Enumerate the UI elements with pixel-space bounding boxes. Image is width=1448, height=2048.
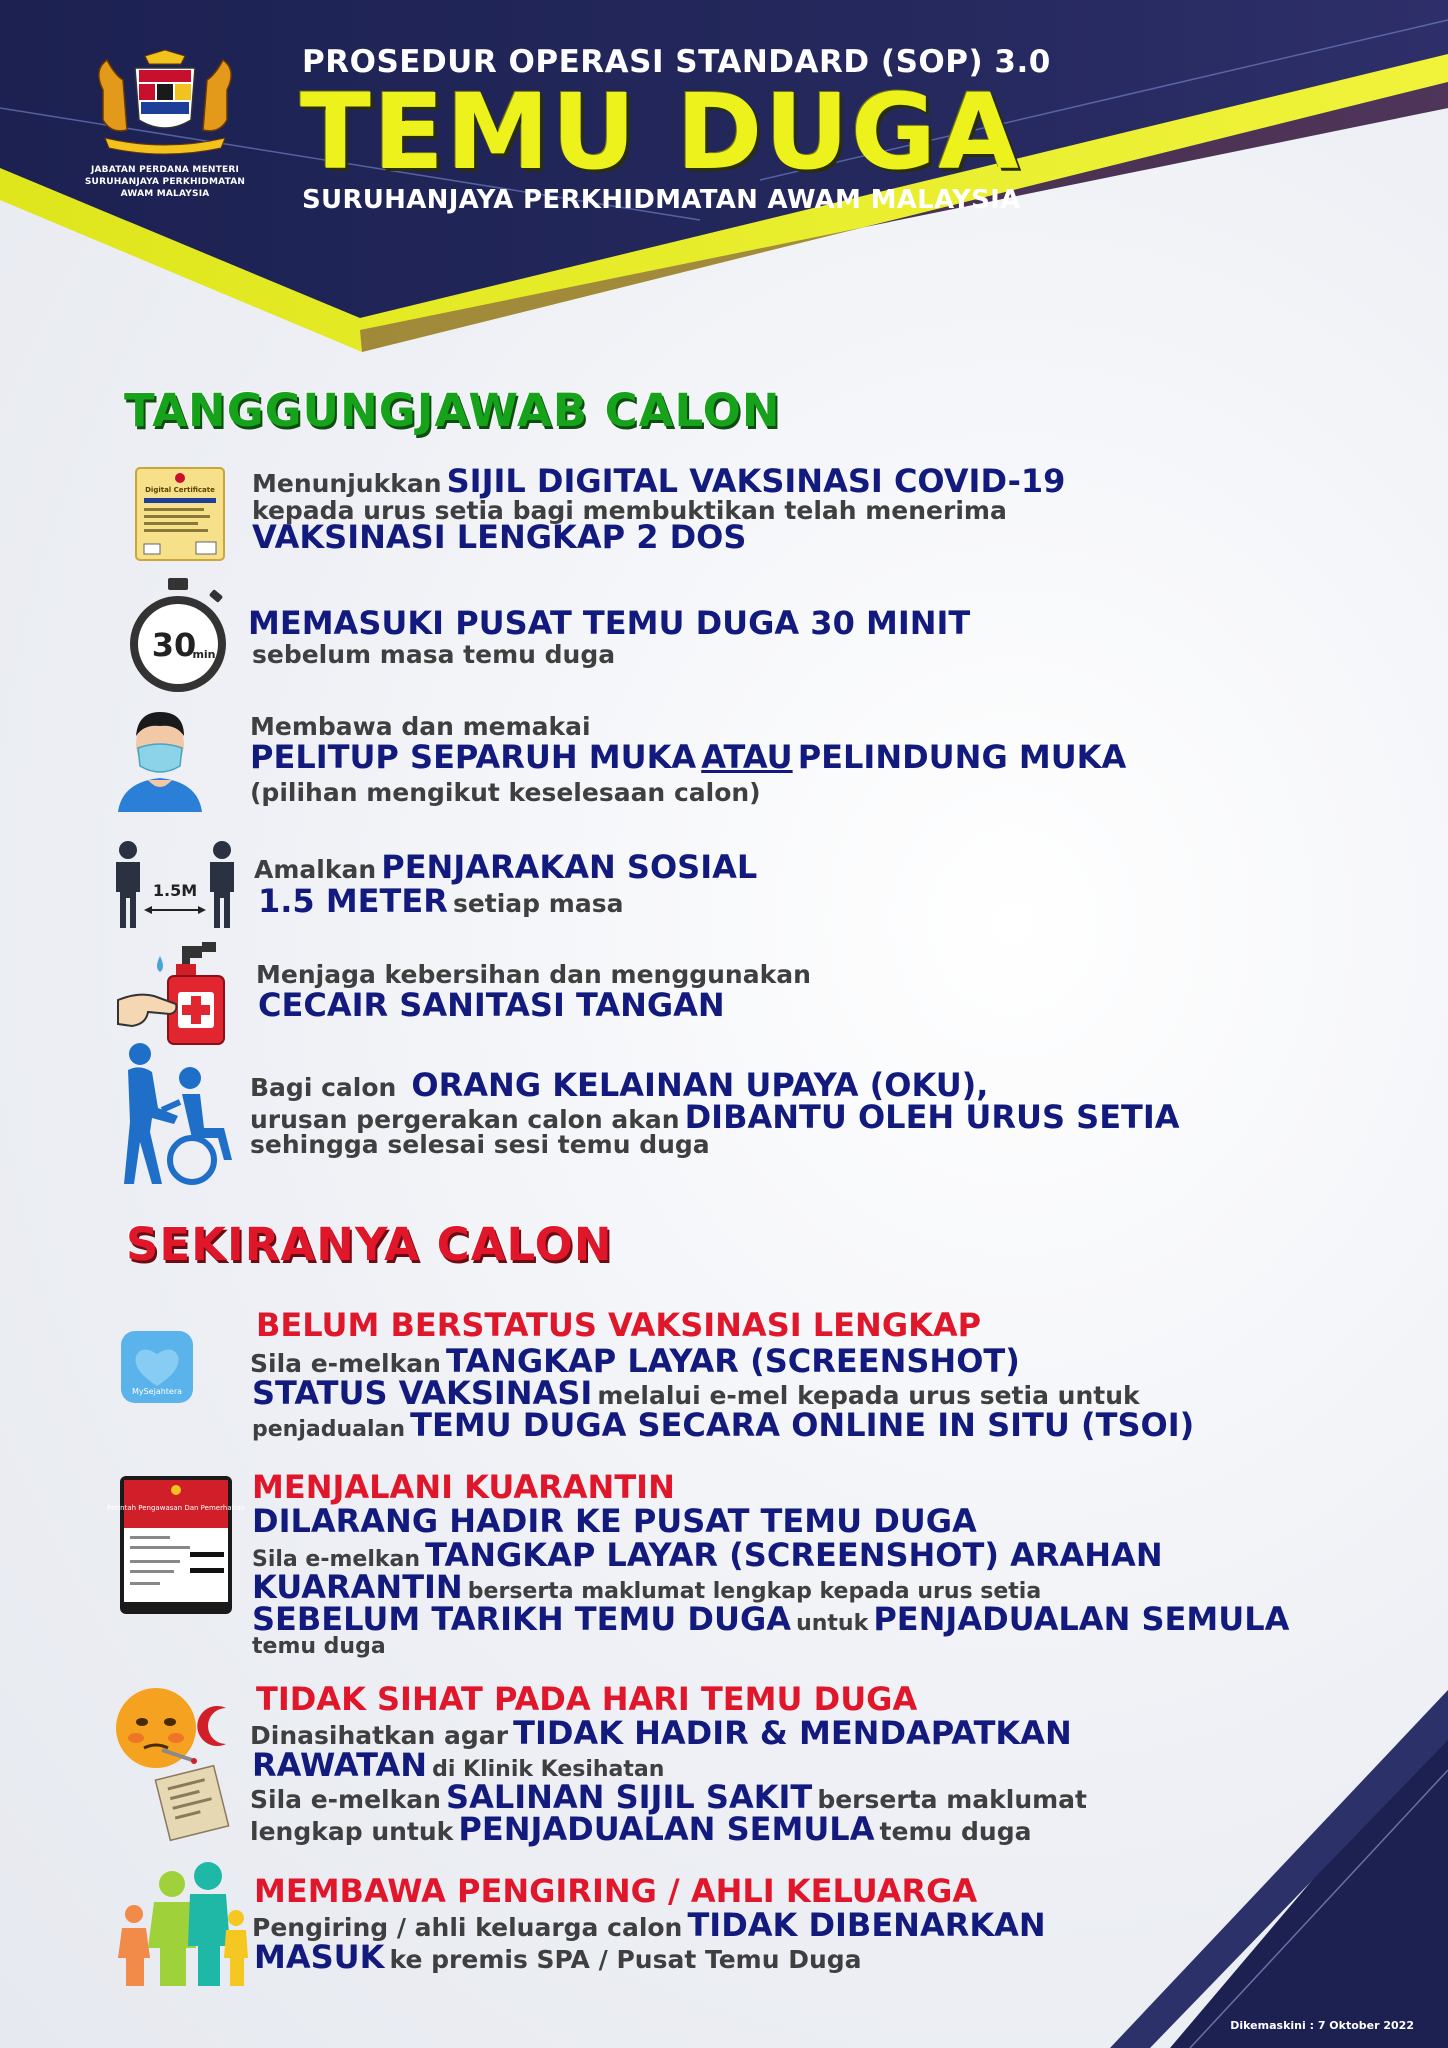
distancing-highlight: PENJARAKAN SOSIAL: [381, 848, 758, 886]
app-label: MySejahtera: [131, 1387, 183, 1396]
unvaccinated-detail: melalui e-mel kepada urus setia untuk: [597, 1381, 1140, 1410]
wheelchair-assist-icon: [122, 1042, 240, 1186]
timer-unit: min: [192, 648, 216, 661]
stopwatch-30-min-icon: [126, 578, 230, 696]
companion-heading: MEMBAWA PENGIRING / AHLI KELUARGA: [254, 1872, 978, 1910]
hygiene-highlight: CECAIR SANITASI TANGAN: [258, 986, 725, 1024]
sop-heading: PROSEDUR OPERASI STANDARD (SOP) 3.0: [302, 44, 1051, 80]
treatment-word: RAWATAN: [252, 1746, 427, 1784]
hygiene-intro: Menjaga kebersihan dan menggunakan: [256, 960, 811, 989]
quarantine-heading: MENJALANI KUARANTIN: [252, 1468, 675, 1506]
hand-sanitizer-icon: [118, 938, 238, 1046]
clinic-detail: di Klinik Kesihatan: [432, 1757, 665, 1782]
arrival-rule: MEMASUKI PUSAT TEMU DUGA 30 MINIT: [248, 604, 971, 642]
companion-detail: Pengiring / ahli keluarga calon: [252, 1913, 683, 1942]
complete-for: lengkap untuk: [250, 1817, 454, 1846]
quarantine-word: KUARANTIN: [252, 1568, 463, 1606]
unwell-advice: Dinasihatkan agar: [250, 1721, 509, 1750]
oku-end: sehingga selesai sesi temu duga: [250, 1130, 710, 1159]
quarantine-doc-title: Perintah Pengawasan Dan Pemerhatian: [107, 1504, 245, 1512]
vaccine-certificate-icon: [134, 466, 226, 562]
agency-name: SURUHANJAYA PERKHIDMATAN AWAM MALAYSIA: [302, 185, 1021, 215]
quarantine-end: temu duga: [252, 1634, 386, 1659]
section-title-responsibilities: TANGGUNGJAWAB CALON: [124, 384, 781, 437]
agency-caption-line-2: SURUHANJAYA PERKHIDMATAN AWAM MALAYSIA: [84, 177, 246, 199]
family-group-icon: [118, 1862, 248, 1986]
distance-label: 1.5M: [152, 881, 198, 900]
premises-detail: ke premis SPA / Pusat Temu Duga: [389, 1945, 862, 1974]
timer-number: 30: [151, 626, 197, 664]
scheduling-word: penjadualan: [252, 1417, 406, 1442]
quarantine-prohibited: DILARANG HADIR KE PUSAT TEMU DUGA: [252, 1502, 977, 1540]
sick-certificate: SALINAN SIJIL SAKIT: [446, 1778, 813, 1816]
last-updated: Dikemaskini : 7 Oktober 2022: [1230, 2019, 1414, 2032]
certificate-detail: kepada urus setia bagi membuktikan telah menerima: [252, 496, 1007, 525]
entry-word: MASUK: [254, 1938, 385, 1976]
unvaccinated-instruction: Sila e-melkan: [250, 1349, 441, 1378]
mysejahtera-app-icon: [120, 1330, 194, 1404]
distance-value: 1.5 METER: [258, 882, 448, 920]
distancing-intro: Amalkan: [254, 855, 377, 884]
sick-face-medical-icon: [114, 1686, 244, 1838]
companion-prohibited: TIDAK DIBENARKAN: [687, 1906, 1046, 1944]
oku-detail: urusan pergerakan calon akan: [250, 1105, 680, 1134]
certificate-title: Digital Certificate: [145, 486, 215, 494]
mask-or: ATAU: [701, 738, 793, 776]
quarantine-order-icon: [107, 1476, 245, 1614]
malaysia-coat-of-arms-icon: [85, 50, 245, 160]
quarantine-instruction: Sila e-melkan: [252, 1547, 421, 1572]
oku-intro: Bagi calon: [250, 1073, 397, 1102]
certificate-highlight: SIJIL DIGITAL VAKSINASI COVID-19: [446, 462, 1066, 500]
mask-option-1: PELITUP SEPARUH MUKA: [250, 738, 697, 776]
agency-crest: [70, 50, 260, 200]
unwell-heading: TIDAK SIHAT PADA HARI TEMU DUGA: [256, 1680, 918, 1718]
quarantine-deadline: SEBELUM TARIKH TEMU DUGA: [252, 1600, 791, 1638]
mask-intro: Membawa dan memakai: [250, 712, 591, 741]
unwell-end: temu duga: [879, 1817, 1032, 1846]
arrival-detail: sebelum masa temu duga: [252, 640, 616, 669]
social-distancing-icon: [112, 840, 238, 930]
oku-assist: DIBANTU OLEH URUS SETIA: [684, 1098, 1180, 1136]
section-title-if-candidate: SEKIRANYA CALON: [126, 1218, 613, 1271]
tsoi-highlight: TEMU DUGA SECARA ONLINE IN SITU (TSOI): [410, 1406, 1195, 1444]
unwell-instruction: Sila e-melkan: [250, 1785, 441, 1814]
quarantine-for: untuk: [796, 1611, 869, 1636]
certificate-requirement: VAKSINASI LENGKAP 2 DOS: [252, 518, 747, 556]
quarantine-reschedule: PENJADUALAN SEMULA: [873, 1600, 1290, 1638]
unvaccinated-screenshot: TANGKAP LAYAR (SCREENSHOT): [446, 1342, 1020, 1380]
vaccination-status: STATUS VAKSINASI: [252, 1374, 593, 1412]
unwell-reschedule: PENJADUALAN SEMULA: [458, 1810, 875, 1848]
quarantine-detail: berserta maklumat lengkap kepada urus setia: [467, 1579, 1042, 1604]
oku-highlight: ORANG KELAINAN UPAYA (OKU),: [411, 1066, 989, 1104]
mask-option-2: PELINDUNG MUKA: [797, 738, 1127, 776]
page-title: TEMU DUGA: [300, 71, 1021, 193]
unwell-detail: berserta maklumat: [817, 1785, 1087, 1814]
unwell-highlight: TIDAK HADIR & MENDAPATKAN: [513, 1714, 1072, 1752]
quarantine-screenshot: TANGKAP LAYAR (SCREENSHOT) ARAHAN: [425, 1536, 1163, 1574]
unvaccinated-heading: BELUM BERSTATUS VAKSINASI LENGKAP: [256, 1306, 982, 1344]
distancing-detail: setiap masa: [452, 889, 624, 918]
mask-detail: (pilihan mengikut keselesaan calon): [250, 778, 761, 807]
agency-caption-line-1: JABATAN PERDANA MENTERI: [90, 165, 240, 175]
certificate-intro: Menunjukkan: [252, 469, 442, 498]
face-mask-person-icon: [118, 700, 202, 812]
